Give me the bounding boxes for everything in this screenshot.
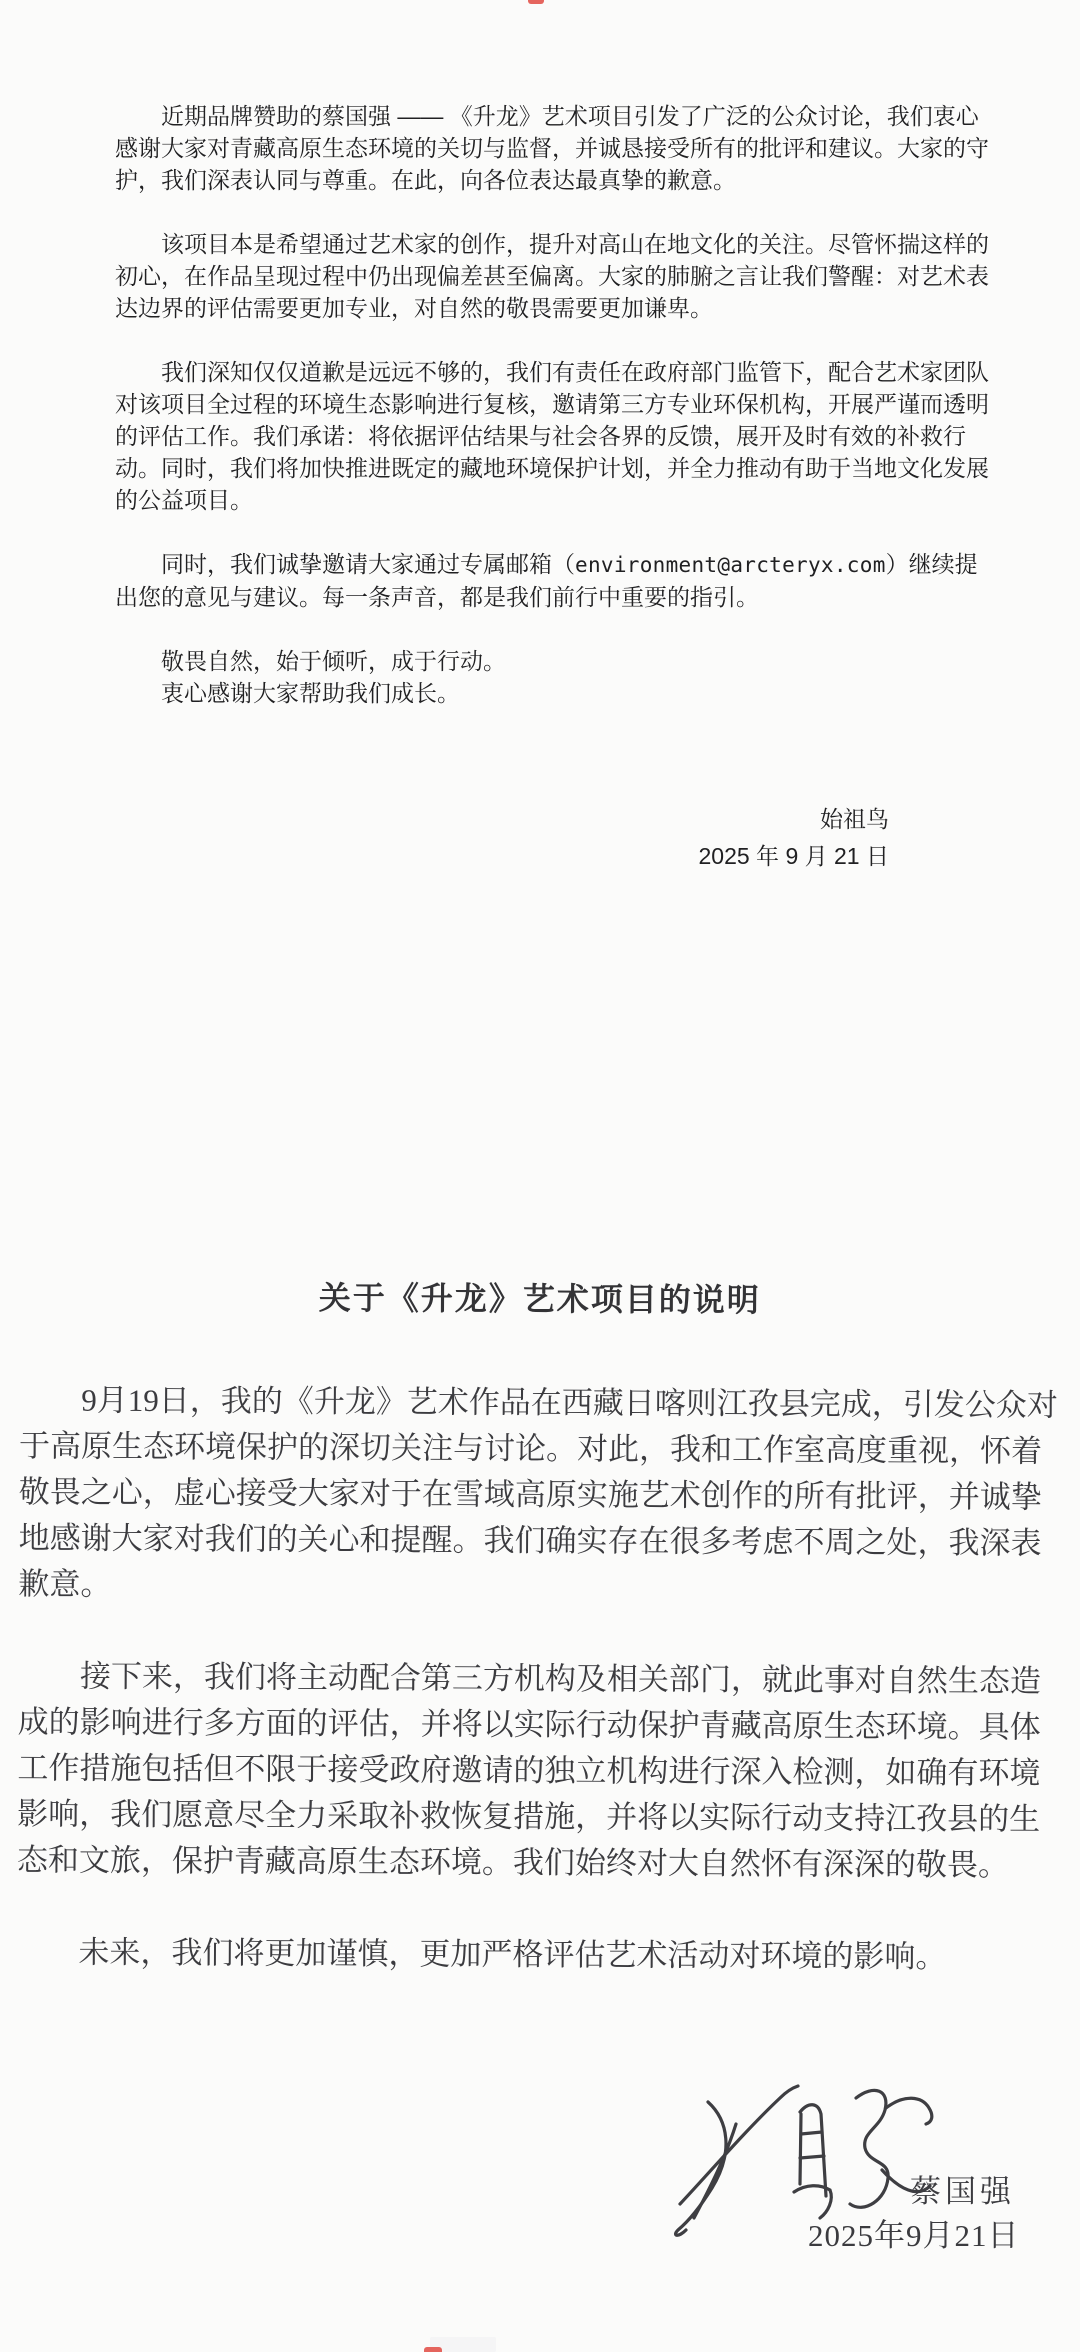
artist-signature-date: 2025年9月21日	[808, 2218, 1020, 2253]
brand-paragraph-1: 近期品牌赞助的蔡国强 —— 《升龙》艺术项目引发了广泛的公众讨论，我们衷心感谢大家对青藏高原生态环境的关切与监督，并诚恳接受所有的批评和建议。大家的守护，我们深表认同与尊重。在此，向各位表达最真挚的歉意。	[115, 103, 989, 193]
artist-paragraph-3: 未来，我们将更加谨慎，更加严格评估艺术活动对环境的影响。	[78, 1934, 947, 1975]
brand-signature-date: 2025 年 9 月 21 日	[698, 843, 889, 869]
artist-paragraph-1: 9月19日，我的《升龙》艺术作品在西藏日喀则江孜县完成，引发公众对于高原生态环境保护的深切关注与讨论。对此，我和工作室高度重视，怀着敬畏之心，虚心接受大家对于在雪域高原实施艺术创作的所有批评，并诚挚地感谢大家对我们的关心和提醒。我们确实存在很多考虑不周之处，我深表歉意。	[18, 1382, 1058, 1602]
closing-line-1: 敬畏自然，始于倾听，成于行动。	[161, 648, 506, 674]
brand-paragraph-3: 我们深知仅仅道歉是远远不够的，我们有责任在政府部门监管下，配合艺术家团队对该项目全过程的环境生态影响进行复核，邀请第三方专业环保机构，开展严谨而透明的评估工作。我们承诺：将依据评估结果与社会各界的反馈，展开及时有效的补救行动。同时，我们将加快推进既定的藏地环境保护计划，并全力推动有助于当地文化发展的公益项目。	[115, 359, 989, 513]
email-paragraph-before: 同时，我们诚挚邀请大家通过专属邮箱（	[161, 551, 575, 577]
bottom-red-mark	[424, 2347, 442, 2352]
email-paragraph-after: ）继续提出您的意见与建议。每一条声音，都是我们前行中重要的指引。	[115, 551, 978, 610]
brand-signer-name: 始祖鸟	[820, 806, 889, 832]
artist-statement-letter	[16, 1273, 1060, 1980]
brand-statement-letter	[115, 100, 991, 875]
email-address: environment@arcteryx.com	[575, 553, 886, 577]
artist-statement-title: 关于《升龙》艺术项目的说明	[318, 1279, 761, 1319]
top-red-mark	[528, 0, 544, 4]
brand-signature-block	[115, 801, 991, 875]
brand-paragraph-email	[115, 548, 991, 613]
artist-printed-name: 蔡国强	[910, 2174, 1015, 2209]
artist-paragraph-2: 接下来，我们将主动配合第三方机构及相关部门，就此事对自然生态造成的影响进行多方面的评估，并将以实际行动保护青藏高原生态环境。具体工作措施包括但不限于接受政府邀请的独立机构进行深入检测，如确有环境影响，我们愿意尽全力采取补救恢复措施，并将以实际行动支持江孜县的生态和文旅，保护青藏高原生态环境。我们始终对大自然怀有深深的敬畏。	[16, 1658, 1041, 1883]
closing-line-2: 衷心感谢大家帮助我们成长。	[161, 680, 460, 706]
brand-paragraph-2: 该项目本是希望通过艺术家的创作，提升对高山在地文化的关注。尽管怀揣这样的初心，在作品呈现过程中仍出现偏差甚至偏离。大家的肺腑之言让我们警醒：对艺术表达边界的评估需要更加专业，对自然的敬畏需要更加谦卑。	[115, 231, 989, 321]
